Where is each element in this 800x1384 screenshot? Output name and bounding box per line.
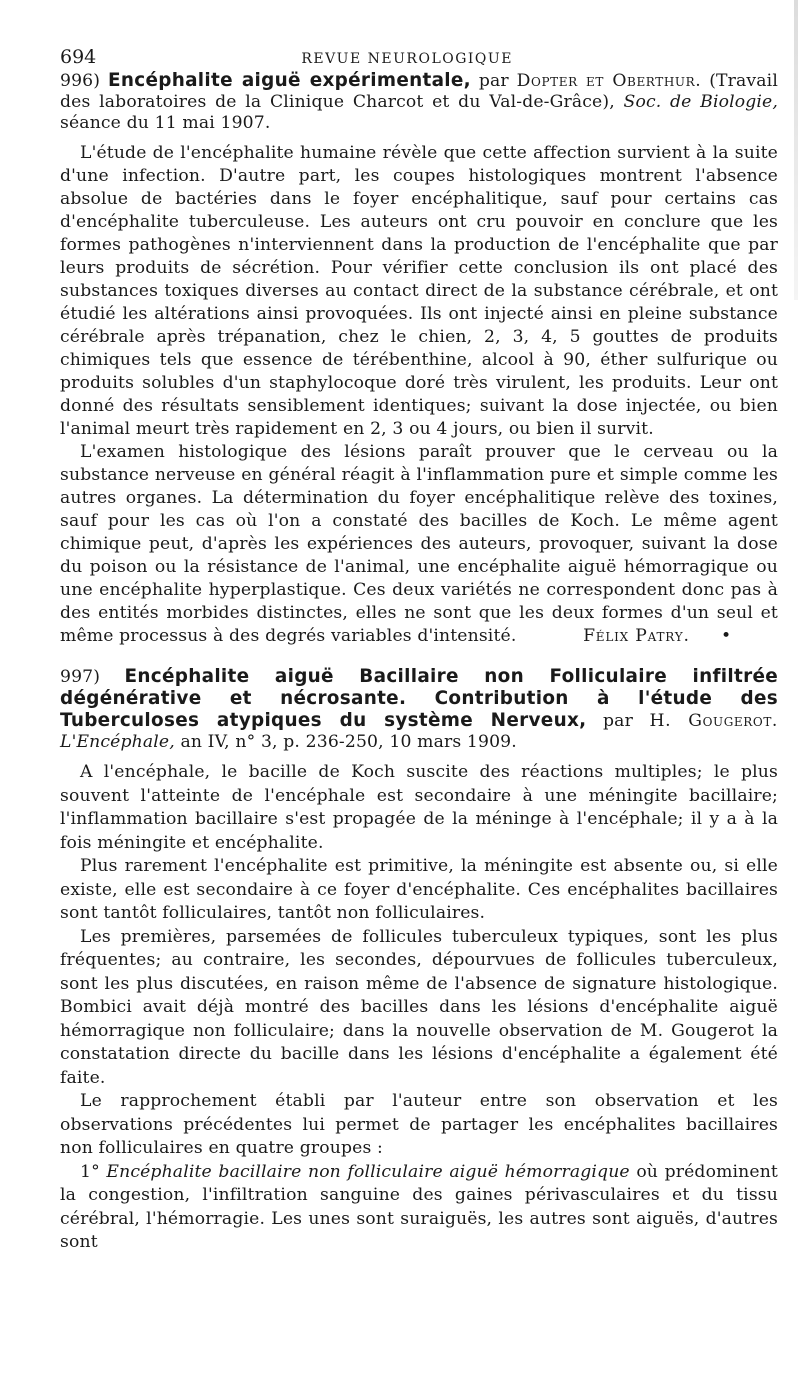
- entry-issue: an IV, n° 3, p. 236-250, 10 mars 1909.: [180, 732, 517, 752]
- page-header: [60, 0, 778, 70]
- entry-title: Encéphalite aiguë expérimentale,: [108, 70, 471, 91]
- paragraph: Les premières, parsemées de follicules tuberculeux typiques, sont les plus fréquentes; au contraire, les secondes, dépourvues de follicules tuberculeux, sont les plus discutées, en raison même de l'absence de signature histologique. Bombici avait déjà montré des bacilles dans les lésions d'encéphalite aiguë hémorragique non folliculaire; dans la nouvelle observation de M. Gougerot la constatation directe du bacille dans les lésions d'encéphalite a également été faite.: [60, 926, 778, 1088]
- entry-number: 997): [60, 667, 101, 687]
- entry-number: 996): [60, 71, 101, 91]
- item-number: 1°: [80, 1161, 100, 1182]
- signature-name: Félix Patry.: [583, 626, 690, 646]
- scan-edge: [794, 0, 798, 300]
- entry-996-body: [60, 142, 778, 648]
- entry-996-heading: [60, 70, 778, 134]
- entry-session: séance du 11 mai 1907.: [60, 113, 271, 133]
- by-word: par: [603, 711, 633, 731]
- signature: [563, 625, 732, 648]
- by-word: par: [478, 71, 509, 91]
- entry-997-heading: [60, 666, 778, 753]
- paragraph-text: L'examen histologique des lésions paraît prouver que le cerveau ou la substance nerveuse en général réagit à l'inflammation pure et simple comme les autres organes. La détermination du foyer encéphalitique relève des toxines, sauf pour les cas où l'on a constaté des bacilles de Koch. Le même agent chimique peut, d'après les expériences des auteurs, provoquer, suivant la dose du poison ou la résistance de l'animal, une encéphalite aiguë hémorragique ou une encéphalite hyperplastique. Ces deux variétés ne correspondent donc pas à des entités morbides distinctes, elles ne sont que les deux formes d'un seul et même processus à des degrés variables d'intensité.: [60, 442, 778, 646]
- paragraph: Le rapprochement établi par l'auteur entre son observation et les observations précédentes lui permet de partager les encéphalites bacillaires non folliculaires en quatre groupes :: [60, 1091, 778, 1158]
- entry-996: [60, 70, 778, 134]
- paragraph: [60, 441, 778, 648]
- list-item: [60, 1161, 778, 1255]
- bullet-mark: •: [721, 626, 732, 646]
- entry-journal: L'Encéphale,: [60, 732, 175, 752]
- item-label: Encéphalite bacillaire non folliculaire aiguë hémorragique: [106, 1161, 630, 1182]
- running-title: REVUE NEUROLOGIQUE: [301, 51, 513, 67]
- paragraph: L'étude de l'encéphalite humaine révèle que cette affection survient à la suite d'une infection. D'autre part, les coupes histologiques montrent l'absence absolue de bactéries dans le foyer encéphalitique, sauf pour certains cas d'encéphalite tuberculeuse. Les auteurs ont cru pouvoir en conclure que les formes pathogènes n'interviennent dans la production de l'encéphalite que par leurs produits de sécrétion. Pour vérifier cette conclusion ils ont placé des substances toxiques diverses au contact direct de la substance cérébrale, et ont étudié les altérations ainsi provoquées. Ils ont injecté ainsi en pleine substance cérébrale après trépanation, chez le chien, 2, 3, 4, 5 gouttes de produits chimiques tels que essence de térébenthine, alcool à 90, éther sulfurique ou produits solubles d'un staphylocoque doré très virulent, les produits. Leur ont donné des résultats sensiblement identiques; suivant la dose injectée, ou bien l'animal meurt très rapidement en 2, 3 ou 4 jours, ou bien il survit.: [60, 143, 778, 439]
- entry-authors: H. Gougerot.: [649, 711, 779, 731]
- paragraph: A l'encéphale, le bacille de Koch suscite des réactions multiples; le plus souvent l'atteinte de l'encéphale est secondaire à une méningite bacillaire; l'inflammation bacillaire s'est propagée de la méninge à l'encéphale; il y a à la fois méningite et encéphalite.: [60, 762, 778, 853]
- page-number: 694: [60, 46, 97, 68]
- entry-title: Encéphalite aiguë Bacillaire non Folliculaire infiltrée dégénérative et nécrosante. Contribution à l'étude des Tuberculoses atypiques du système Nerveux,: [60, 666, 778, 731]
- entry-authors: Dopter et Oberthur.: [516, 71, 702, 91]
- entry-997: [60, 666, 778, 753]
- entry-journal: Soc. de Biologie,: [623, 92, 778, 112]
- entry-997-body: [60, 761, 778, 1255]
- item-text: où prédominent la congestion, l'infiltration sanguine des gaines périvasculaires et du tissu cérébral, l'hémorragie. Les unes sont suraiguës, les autres sont aiguës, d'autres sont: [60, 1161, 778, 1252]
- paragraph: Plus rarement l'encéphalite est primitive, la méningite est absente ou, si elle existe, elle est secondaire à ce foyer d'encéphalite. Ces encéphalites bacillaires sont tantôt folliculaires, tantôt non folliculaires.: [60, 856, 778, 923]
- entry-source: (Travail des laboratoires de la Clinique Charcot et du Val-de-Grâce),: [60, 71, 778, 112]
